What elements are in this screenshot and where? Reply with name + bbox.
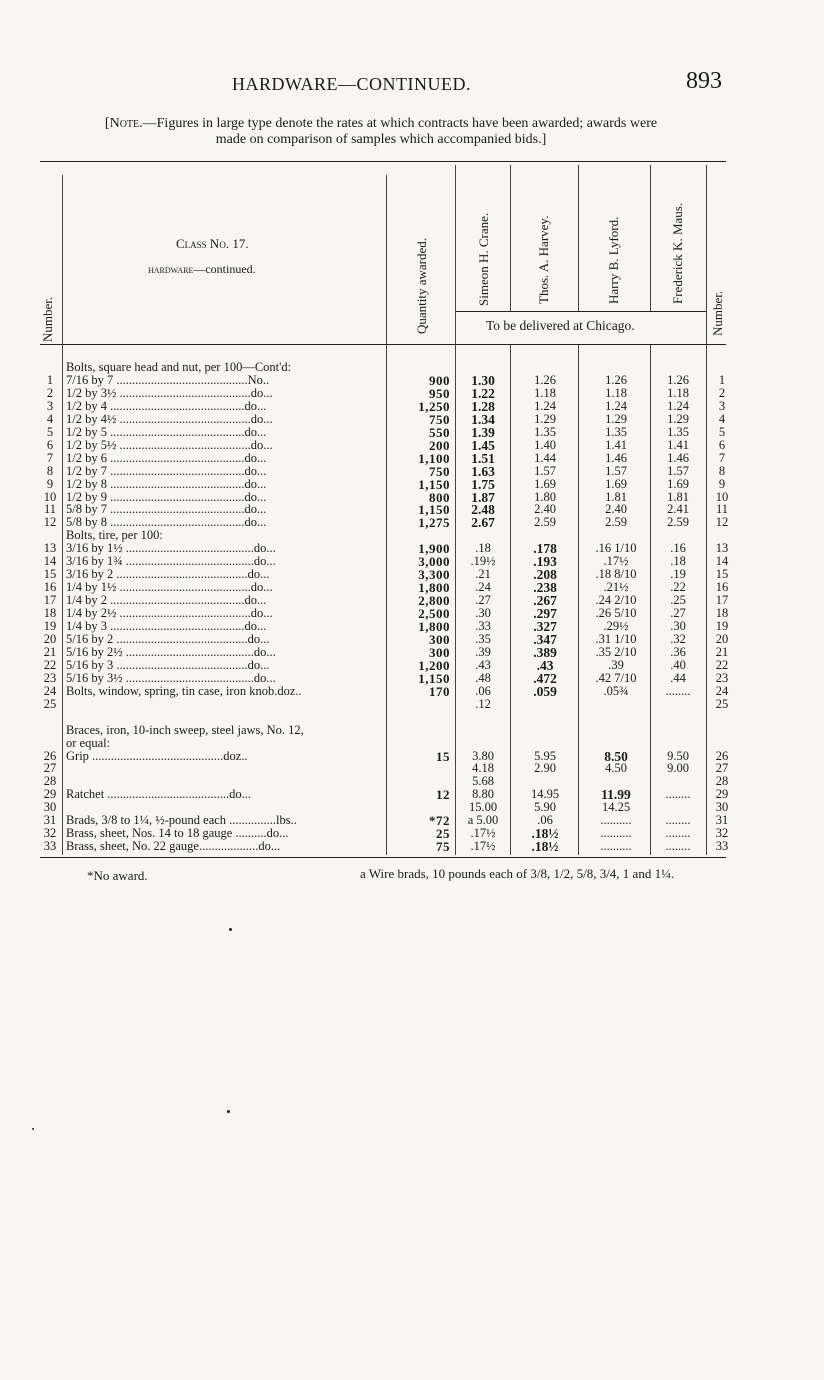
bid-value: 1.41 [605, 437, 627, 452]
row-number: 6 [46, 437, 54, 452]
row-number: 3 [46, 398, 54, 413]
item-description: 1/4 by 2½ ..........................................do... [66, 607, 273, 621]
col-divider [650, 345, 651, 855]
bid-value: ........ [665, 787, 691, 802]
row-number: 8 [46, 463, 54, 478]
item-description: 1/2 by 4 ...........................................do... [66, 399, 267, 413]
bid-value: 1.26 [605, 372, 627, 387]
item-description: Brass, sheet, No. 22 gauge...................do... [66, 840, 281, 854]
bid-value: .19 [670, 567, 686, 582]
bid-value: .43 [475, 657, 491, 672]
quantity-awarded: 15 [436, 748, 450, 764]
bid-value: .472 [533, 670, 557, 686]
quantity-awarded: 300 [429, 631, 450, 647]
row-number: 30 [43, 800, 57, 815]
delivered-rule [456, 311, 706, 312]
bid-value: 1.26 [534, 372, 556, 387]
ink-speck [227, 1110, 230, 1113]
bid-value: .30 [475, 606, 491, 621]
bid-value: 2.59 [667, 515, 689, 530]
row-number: 1 [46, 372, 54, 387]
row-number-right: 26 [715, 748, 729, 763]
bid-value: 3.80 [472, 748, 494, 763]
item-description: 1/2 by 3½ ..........................................do... [66, 386, 273, 400]
quantity-awarded: *72 [429, 813, 450, 829]
col-divider [386, 175, 387, 855]
bid-value: 1.24 [605, 398, 627, 413]
col-divider [455, 165, 456, 855]
bid-value: .42 7/10 [595, 670, 637, 685]
row-number-right: 8 [718, 463, 726, 478]
item-description: 1/2 by 4½ ..........................................do... [66, 412, 273, 426]
bid-value: .267 [533, 593, 557, 609]
bid-value: .27 [670, 606, 686, 621]
bid-value: 1.29 [605, 411, 627, 426]
bid-value: 1.41 [667, 437, 689, 452]
bid-value: 14.95 [530, 787, 560, 802]
item-description: 1/2 by 5 ...........................................do... [66, 425, 267, 439]
row-number-right: 6 [718, 437, 726, 452]
table-top-rule [40, 161, 726, 162]
row-number: 16 [43, 580, 57, 595]
col-divider [706, 165, 707, 855]
bid-value: 1.57 [534, 463, 556, 478]
row-number: 14 [43, 554, 57, 569]
row-number: 24 [43, 683, 57, 698]
quantity-awarded: 900 [429, 372, 450, 388]
quantity-awarded: 1,250 [418, 398, 450, 414]
bid-value: .21½ [603, 580, 629, 595]
bid-value: 1.46 [667, 450, 689, 465]
table-bottom-rule [40, 857, 726, 858]
item-description: Ratchet .......................................do... [66, 788, 252, 802]
bid-value: 8.80 [472, 787, 494, 802]
bid-value: 1.30 [471, 372, 495, 388]
bid-value: .16 [670, 541, 686, 556]
bid-value: 1.80 [534, 489, 556, 504]
bid-value: 5.68 [472, 774, 494, 789]
quantity-awarded: 2,800 [418, 593, 450, 609]
bid-value: 9.50 [667, 748, 689, 763]
item-description: 5/16 by 2½ .........................................do... [66, 645, 276, 659]
bid-value: 1.46 [605, 450, 627, 465]
bid-value: 5.90 [534, 800, 556, 815]
quantity-awarded: 75 [436, 839, 450, 855]
bid-value: .......... [600, 813, 632, 828]
quantity-awarded: 750 [429, 411, 450, 427]
bid-value: 1.39 [471, 424, 495, 440]
quantity-awarded: 800 [429, 489, 450, 505]
bid-value: .193 [533, 554, 557, 570]
bid-value: .18 [475, 541, 491, 556]
bid-value: .39 [475, 644, 491, 659]
column-header-bidder-1: Simeon H. Crane. [476, 212, 491, 306]
bid-value: 1.81 [605, 489, 627, 504]
bid-value: .48 [475, 670, 491, 685]
bid-value: 1.75 [471, 476, 495, 492]
row-number-right: 18 [715, 606, 729, 621]
bid-value: 2.41 [667, 502, 689, 517]
bid-value: 1.26 [667, 372, 689, 387]
row-number-right: 22 [715, 657, 729, 672]
note-line-1 [36, 116, 726, 132]
item-description: Bolts, tire, per 100: [66, 529, 163, 543]
bid-value: .059 [533, 683, 557, 699]
row-number: 4 [46, 411, 54, 426]
class-subtitle-caps: hardware [148, 262, 194, 276]
bid-value: 1.18 [667, 385, 689, 400]
bid-value: 1.45 [471, 437, 495, 453]
bid-value: 2.90 [534, 761, 556, 776]
bid-value: .32 [670, 631, 686, 646]
bid-value: 1.24 [667, 398, 689, 413]
bid-value: .18½ [531, 826, 559, 842]
row-number-right: 23 [715, 670, 729, 685]
item-description: 1/2 by 5½ ..........................................do... [66, 438, 273, 452]
bid-value: 1.35 [534, 424, 556, 439]
bid-value: .33 [475, 619, 491, 633]
bid-value: 2.59 [605, 515, 627, 530]
row-number-right: 28 [715, 774, 729, 789]
bid-value: 1.44 [534, 450, 556, 465]
item-description: 1/2 by 8 ...........................................do... [66, 477, 267, 491]
class-subtitle [148, 262, 256, 277]
row-number-right: 12 [715, 515, 729, 530]
row-number: 15 [43, 567, 57, 582]
bid-value: .05¾ [603, 683, 629, 698]
bid-value: .18 [670, 554, 686, 569]
quantity-awarded: 950 [429, 385, 450, 401]
item-description: 3/16 by 1¾ .........................................do... [66, 555, 276, 569]
row-number: 18 [43, 606, 57, 621]
row-number-right: 3 [718, 398, 726, 413]
bid-value: 1.69 [667, 476, 689, 491]
bid-value: 1.57 [667, 463, 689, 478]
bid-value: 11.99 [601, 787, 631, 803]
bid-value: .18½ [531, 839, 559, 855]
bid-value: ........ [665, 839, 691, 854]
bid-value: .43 [536, 657, 554, 673]
row-number-right: 1 [718, 372, 726, 387]
row-number: 7 [46, 450, 54, 465]
bid-value: 1.40 [534, 437, 556, 452]
class-subtitle-rest: —continued. [193, 262, 256, 276]
quantity-awarded: 550 [429, 424, 450, 440]
bid-value: .39 [608, 657, 624, 672]
bid-value: .35 [475, 631, 491, 646]
bid-value: 1.28 [471, 398, 495, 414]
quantity-awarded: 1,150 [418, 670, 450, 686]
row-number: 2 [46, 385, 54, 400]
bid-value: .......... [600, 839, 632, 854]
col-divider [578, 165, 579, 311]
item-description: Bolts, window, spring, tin case, iron knob.doz.. [66, 684, 302, 698]
quantity-awarded: 12 [436, 787, 450, 803]
item-description: 3/16 by 1½ .........................................do... [66, 542, 276, 556]
bid-value: 1.57 [605, 463, 627, 478]
row-number: 29 [43, 787, 57, 802]
row-number: 27 [43, 761, 57, 776]
row-number: 33 [43, 839, 57, 854]
quantity-awarded: 1,275 [418, 515, 450, 531]
quantity-awarded: 1,100 [418, 450, 450, 466]
row-number: 5 [46, 424, 54, 439]
item-description: Brass, sheet, Nos. 14 to 18 gauge ..........do... [66, 827, 289, 841]
bid-value: .17½ [470, 826, 496, 841]
row-number: 22 [43, 657, 57, 672]
note-text-1: .—Figures in large type denote the rates at which contracts have been awarded; awards were [139, 116, 658, 131]
bid-value: .208 [533, 567, 557, 583]
class-title: Class No. 17. [176, 236, 249, 251]
item-description: 1/4 by 2 ...........................................do... [66, 594, 267, 608]
bid-value: 2.40 [605, 502, 627, 517]
bid-value: 9.00 [667, 761, 689, 776]
item-description: Bolts, square head and nut, per 100—Cont'd: [66, 361, 292, 374]
bid-value: 1.63 [471, 463, 495, 479]
item-description: 5/8 by 7 ...........................................do... [66, 503, 267, 517]
bid-value: 1.18 [534, 385, 556, 400]
bid-value: 1.35 [605, 424, 627, 439]
item-description: 1/2 by 9 ...........................................do... [66, 490, 267, 504]
bid-value: 1.24 [534, 398, 556, 413]
bid-value: .25 [670, 593, 686, 608]
row-number-right: 14 [715, 554, 729, 569]
row-number-right: 21 [715, 644, 729, 659]
row-number: 25 [43, 696, 57, 711]
bid-value: .21 [475, 567, 491, 582]
bid-value: .178 [533, 541, 557, 557]
row-number: 13 [43, 541, 57, 556]
bid-value: .19½ [470, 554, 496, 569]
column-header-quantity: Quantity awarded. [414, 237, 429, 334]
row-number: 31 [43, 813, 57, 828]
quantity-awarded: 1,900 [418, 541, 450, 557]
item-description: 1/4 by 3 ...........................................do... [66, 620, 267, 633]
footnote-wire-brads: a Wire brads, 10 pounds each of 3/8, 1/2, 5/8, 3/4, 1 and 1¼. [360, 866, 675, 881]
item-description: 3/16 by 2 ..........................................do... [66, 568, 270, 582]
quantity-awarded: 750 [429, 463, 450, 479]
ink-speck [32, 1128, 34, 1130]
row-number-right: 16 [715, 580, 729, 595]
row-number-right: 17 [715, 593, 729, 608]
bid-value: 2.48 [471, 502, 495, 518]
row-number-right: 31 [715, 813, 729, 828]
row-number: 28 [43, 774, 57, 789]
item-description: 1/2 by 7 ...........................................do... [66, 464, 267, 478]
bid-value: 8.50 [604, 748, 628, 764]
bid-value: 4.50 [605, 761, 627, 776]
col-divider [62, 175, 63, 855]
item-description: 7/16 by 7 ..........................................No.. [66, 373, 270, 387]
item-description: 5/16 by 3 ..........................................do... [66, 658, 270, 672]
bid-value: .24 [475, 580, 491, 595]
quantity-awarded: 1,150 [418, 502, 450, 518]
bid-value: 1.51 [471, 450, 495, 466]
row-number-right: 9 [718, 476, 726, 491]
bid-value: .22 [670, 580, 686, 595]
bid-value: .29½ [603, 619, 629, 633]
bid-value: .06 [475, 683, 491, 698]
bid-value: .327 [533, 619, 557, 634]
item-description: or equal: [66, 736, 111, 750]
col-divider [510, 345, 511, 855]
bid-value: .17½ [603, 554, 629, 569]
quantity-awarded: 300 [429, 644, 450, 660]
bid-value: 2.59 [534, 515, 556, 530]
bid-value: .26 5/10 [595, 606, 637, 621]
bid-value: 2.67 [471, 515, 495, 531]
bid-value: .06 [537, 813, 553, 828]
bid-value: 4.18 [472, 761, 494, 776]
row-number: 10 [43, 489, 57, 504]
bid-value: 1.87 [471, 489, 495, 505]
quantity-awarded: 1,200 [418, 657, 450, 673]
item-description: 5/8 by 8 ...........................................do... [66, 516, 267, 530]
row-number: 32 [43, 826, 57, 841]
col-divider [510, 165, 511, 311]
page-number: 893 [686, 68, 722, 94]
row-number-right: 20 [715, 631, 729, 646]
row-number: 17 [43, 593, 57, 608]
bid-value: .27 [475, 593, 491, 608]
bid-value: a 5.00 [467, 813, 499, 828]
item-description: 5/16 by 3½ .........................................do... [66, 671, 276, 685]
row-number-right: 2 [718, 385, 726, 400]
item-description: 5/16 by 2 ..........................................do... [66, 632, 270, 646]
bid-value: .18 8/10 [595, 567, 637, 582]
quantity-awarded: 25 [436, 826, 450, 842]
row-number-right: 4 [718, 411, 726, 426]
row-number: 11 [43, 502, 57, 517]
item-description: 1/2 by 6 ...........................................do... [66, 451, 267, 465]
quantity-awarded: 3,000 [418, 554, 450, 570]
row-number-right: 10 [715, 489, 729, 504]
bid-value: .35 2/10 [595, 644, 637, 659]
bid-value: 5.95 [534, 748, 556, 763]
row-number: 20 [43, 631, 57, 646]
quantity-awarded: 1,150 [418, 476, 450, 492]
bid-value: 1.29 [534, 411, 556, 426]
delivery-location: To be delivered at Chicago. [486, 318, 635, 333]
bid-value: .44 [670, 670, 686, 685]
col-divider [578, 345, 579, 855]
row-number-right: 19 [715, 619, 729, 633]
bid-value: .238 [533, 580, 557, 596]
quantity-awarded: 1,800 [418, 619, 450, 634]
row-number: 9 [46, 476, 54, 491]
bid-value: 15.00 [468, 800, 498, 815]
bid-value: 14.25 [601, 800, 631, 815]
bid-value: 1.18 [605, 385, 627, 400]
bid-value: 1.34 [471, 411, 495, 427]
column-header-number-right: Number. [710, 290, 725, 336]
bid-value: .16 1/10 [595, 541, 637, 556]
bid-value: 1.35 [667, 424, 689, 439]
ink-speck [229, 928, 232, 931]
row-number-right: 11 [715, 502, 729, 517]
row-number-right: 13 [715, 541, 729, 556]
column-header-number-left: Number. [40, 296, 55, 342]
row-number-right: 5 [718, 424, 726, 439]
row-number-right: 24 [715, 683, 729, 698]
page-title: HARDWARE—CONTINUED. [232, 74, 471, 94]
bid-value: 1.22 [471, 385, 495, 401]
column-header-bidder-4: Frederick K. Maus. [670, 202, 685, 304]
bid-value: ........ [665, 683, 691, 698]
bid-value: 2.40 [534, 502, 556, 517]
row-number-right: 15 [715, 567, 729, 582]
bid-value: .31 1/10 [595, 631, 637, 646]
row-number-right: 29 [715, 787, 729, 802]
bid-value: .......... [600, 826, 632, 841]
bid-value: .12 [475, 696, 491, 711]
row-number-right: 25 [715, 696, 729, 711]
quantity-awarded: 200 [429, 437, 450, 453]
bid-value: .297 [533, 606, 557, 622]
bid-value: .24 2/10 [595, 593, 637, 608]
row-number-right: 33 [715, 839, 729, 854]
item-description: Braces, iron, 10-inch sweep, steel jaws, No. 12, [66, 723, 304, 737]
quantity-awarded: 1,800 [418, 580, 450, 596]
quantity-awarded: 3,300 [418, 567, 450, 583]
quantity-awarded: 170 [429, 683, 450, 699]
bid-value: .40 [670, 657, 686, 672]
item-description: Brads, 3/8 to 1¼, ½-pound each ...............lbs.. [66, 814, 297, 828]
bid-value: ........ [665, 813, 691, 828]
footnote-no-award: *No award. [87, 868, 148, 883]
bid-value: .36 [670, 644, 686, 659]
row-number: 19 [43, 619, 57, 633]
bid-value: ........ [665, 826, 691, 841]
header-bottom-rule [40, 344, 726, 345]
row-number-right: 27 [715, 761, 729, 776]
bid-value: .347 [533, 631, 557, 647]
bid-value: 1.81 [667, 489, 689, 504]
bid-value: 1.69 [534, 476, 556, 491]
bid-value: .30 [670, 619, 686, 633]
col-divider [650, 165, 651, 311]
bid-value: 1.69 [605, 476, 627, 491]
note-bracket: [ [104, 116, 110, 131]
row-number: 12 [43, 515, 57, 530]
note-label: Note [109, 116, 140, 131]
row-number: 26 [43, 748, 57, 763]
row-number: 23 [43, 670, 57, 685]
row-number-right: 30 [715, 800, 729, 815]
bid-value: .17½ [470, 839, 496, 854]
quantity-awarded: 2,500 [418, 606, 450, 622]
item-description: 1/4 by 1½ ..........................................do... [66, 581, 273, 595]
bid-value: 1.29 [667, 411, 689, 426]
bid-value: .389 [533, 644, 557, 660]
column-header-bidder-2: Thos. A. Harvey. [536, 215, 551, 304]
column-header-bidder-3: Harry B. Lyford. [606, 216, 621, 304]
row-number-right: 7 [718, 450, 726, 465]
row-number: 21 [43, 644, 57, 659]
item-description: Grip ..........................................doz.. [66, 749, 248, 763]
row-number-right: 32 [715, 826, 729, 841]
note-line-2: made on comparison of samples which accompanied bids.] [215, 132, 547, 147]
